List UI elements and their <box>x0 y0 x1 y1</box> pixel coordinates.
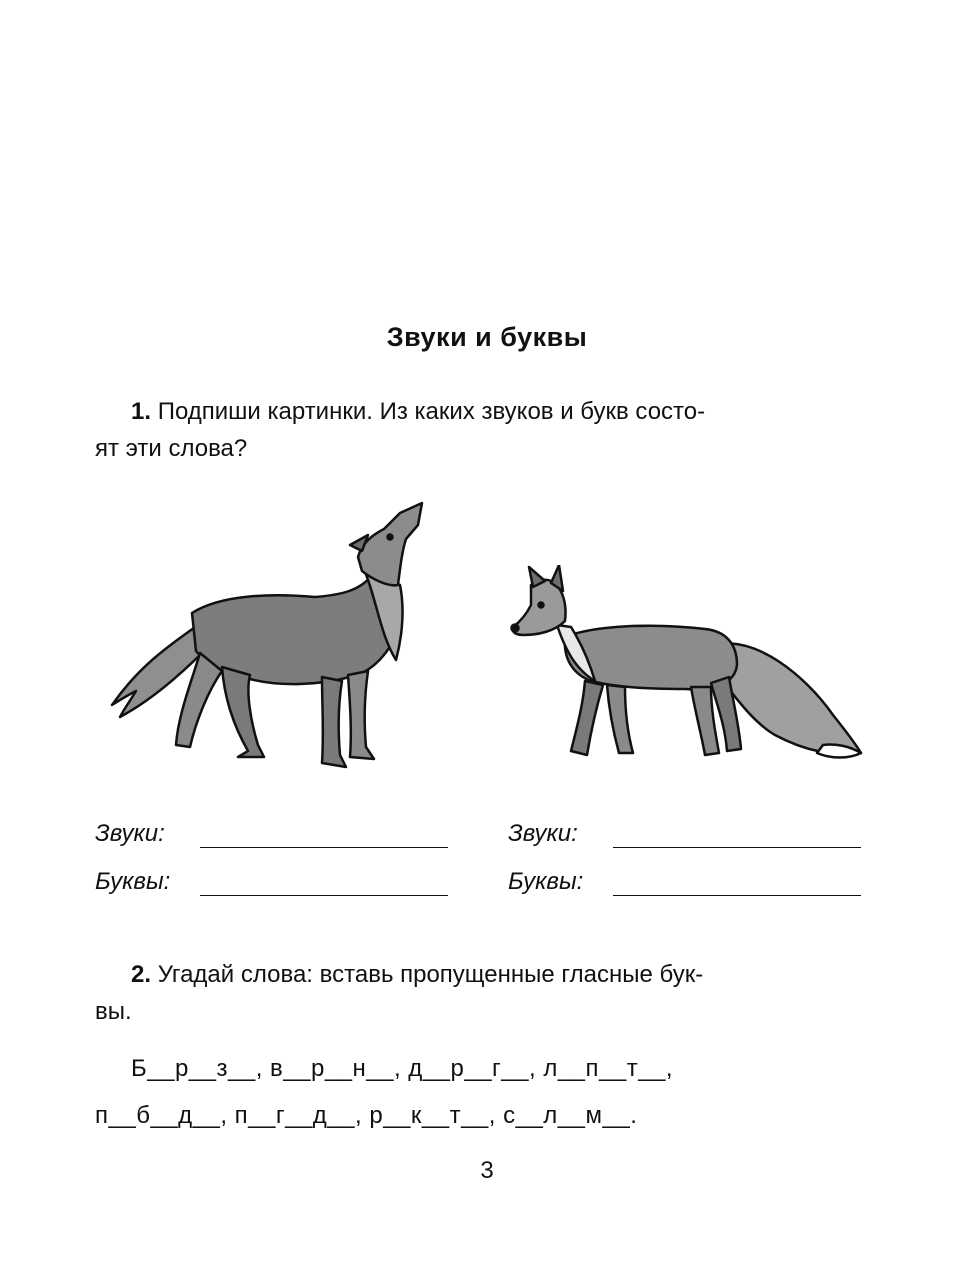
fox-sounds-answer-line[interactable] <box>613 821 861 848</box>
fox-illustration <box>505 565 865 770</box>
wolf-letters-answer-line[interactable] <box>200 869 448 896</box>
task-1-number: 1. <box>131 398 152 425</box>
wolf-sounds-answer-line[interactable] <box>200 821 448 848</box>
page-number: 3 <box>480 1157 494 1184</box>
wolf-letters-label: Буквы: <box>95 868 171 895</box>
wolf-sounds-field <box>95 820 448 848</box>
task-1-line-1 <box>95 393 865 430</box>
task-2-text-line-2: вы. <box>95 998 132 1025</box>
task-2-instructions <box>95 956 865 1030</box>
task-2-line-1 <box>95 956 865 993</box>
fox-letters-answer-line[interactable] <box>613 869 861 896</box>
wolf-illustration <box>100 495 440 785</box>
wolf-letters-field <box>95 868 448 896</box>
missing-vowels-words-line-1: Б__р__з__, в__р__н__, д__р__г__, л__п__т__, <box>131 1055 674 1082</box>
fox-sounds-label: Звуки: <box>508 820 578 847</box>
missing-vowels-words-line-2: п__б__д__, п__г__д__, р__к__т__, с__л__м__. <box>95 1102 638 1129</box>
task-1-instructions <box>95 393 865 467</box>
task-2-text-line-1: Угадай слова: вставь пропущенные гласные бук- <box>157 961 704 988</box>
fox-sounds-field <box>508 820 861 848</box>
fox-letters-label: Буквы: <box>508 868 584 895</box>
fox-letters-field <box>508 868 861 896</box>
task-1-text-line-1: Подпиши картинки. Из каких звуков и букв состо- <box>157 398 706 425</box>
wolf-sounds-label: Звуки: <box>95 820 165 847</box>
task-1-text-line-2: ят эти слова? <box>95 435 248 462</box>
task-2-number: 2. <box>131 961 152 988</box>
page-title: Звуки и буквы <box>386 322 588 352</box>
